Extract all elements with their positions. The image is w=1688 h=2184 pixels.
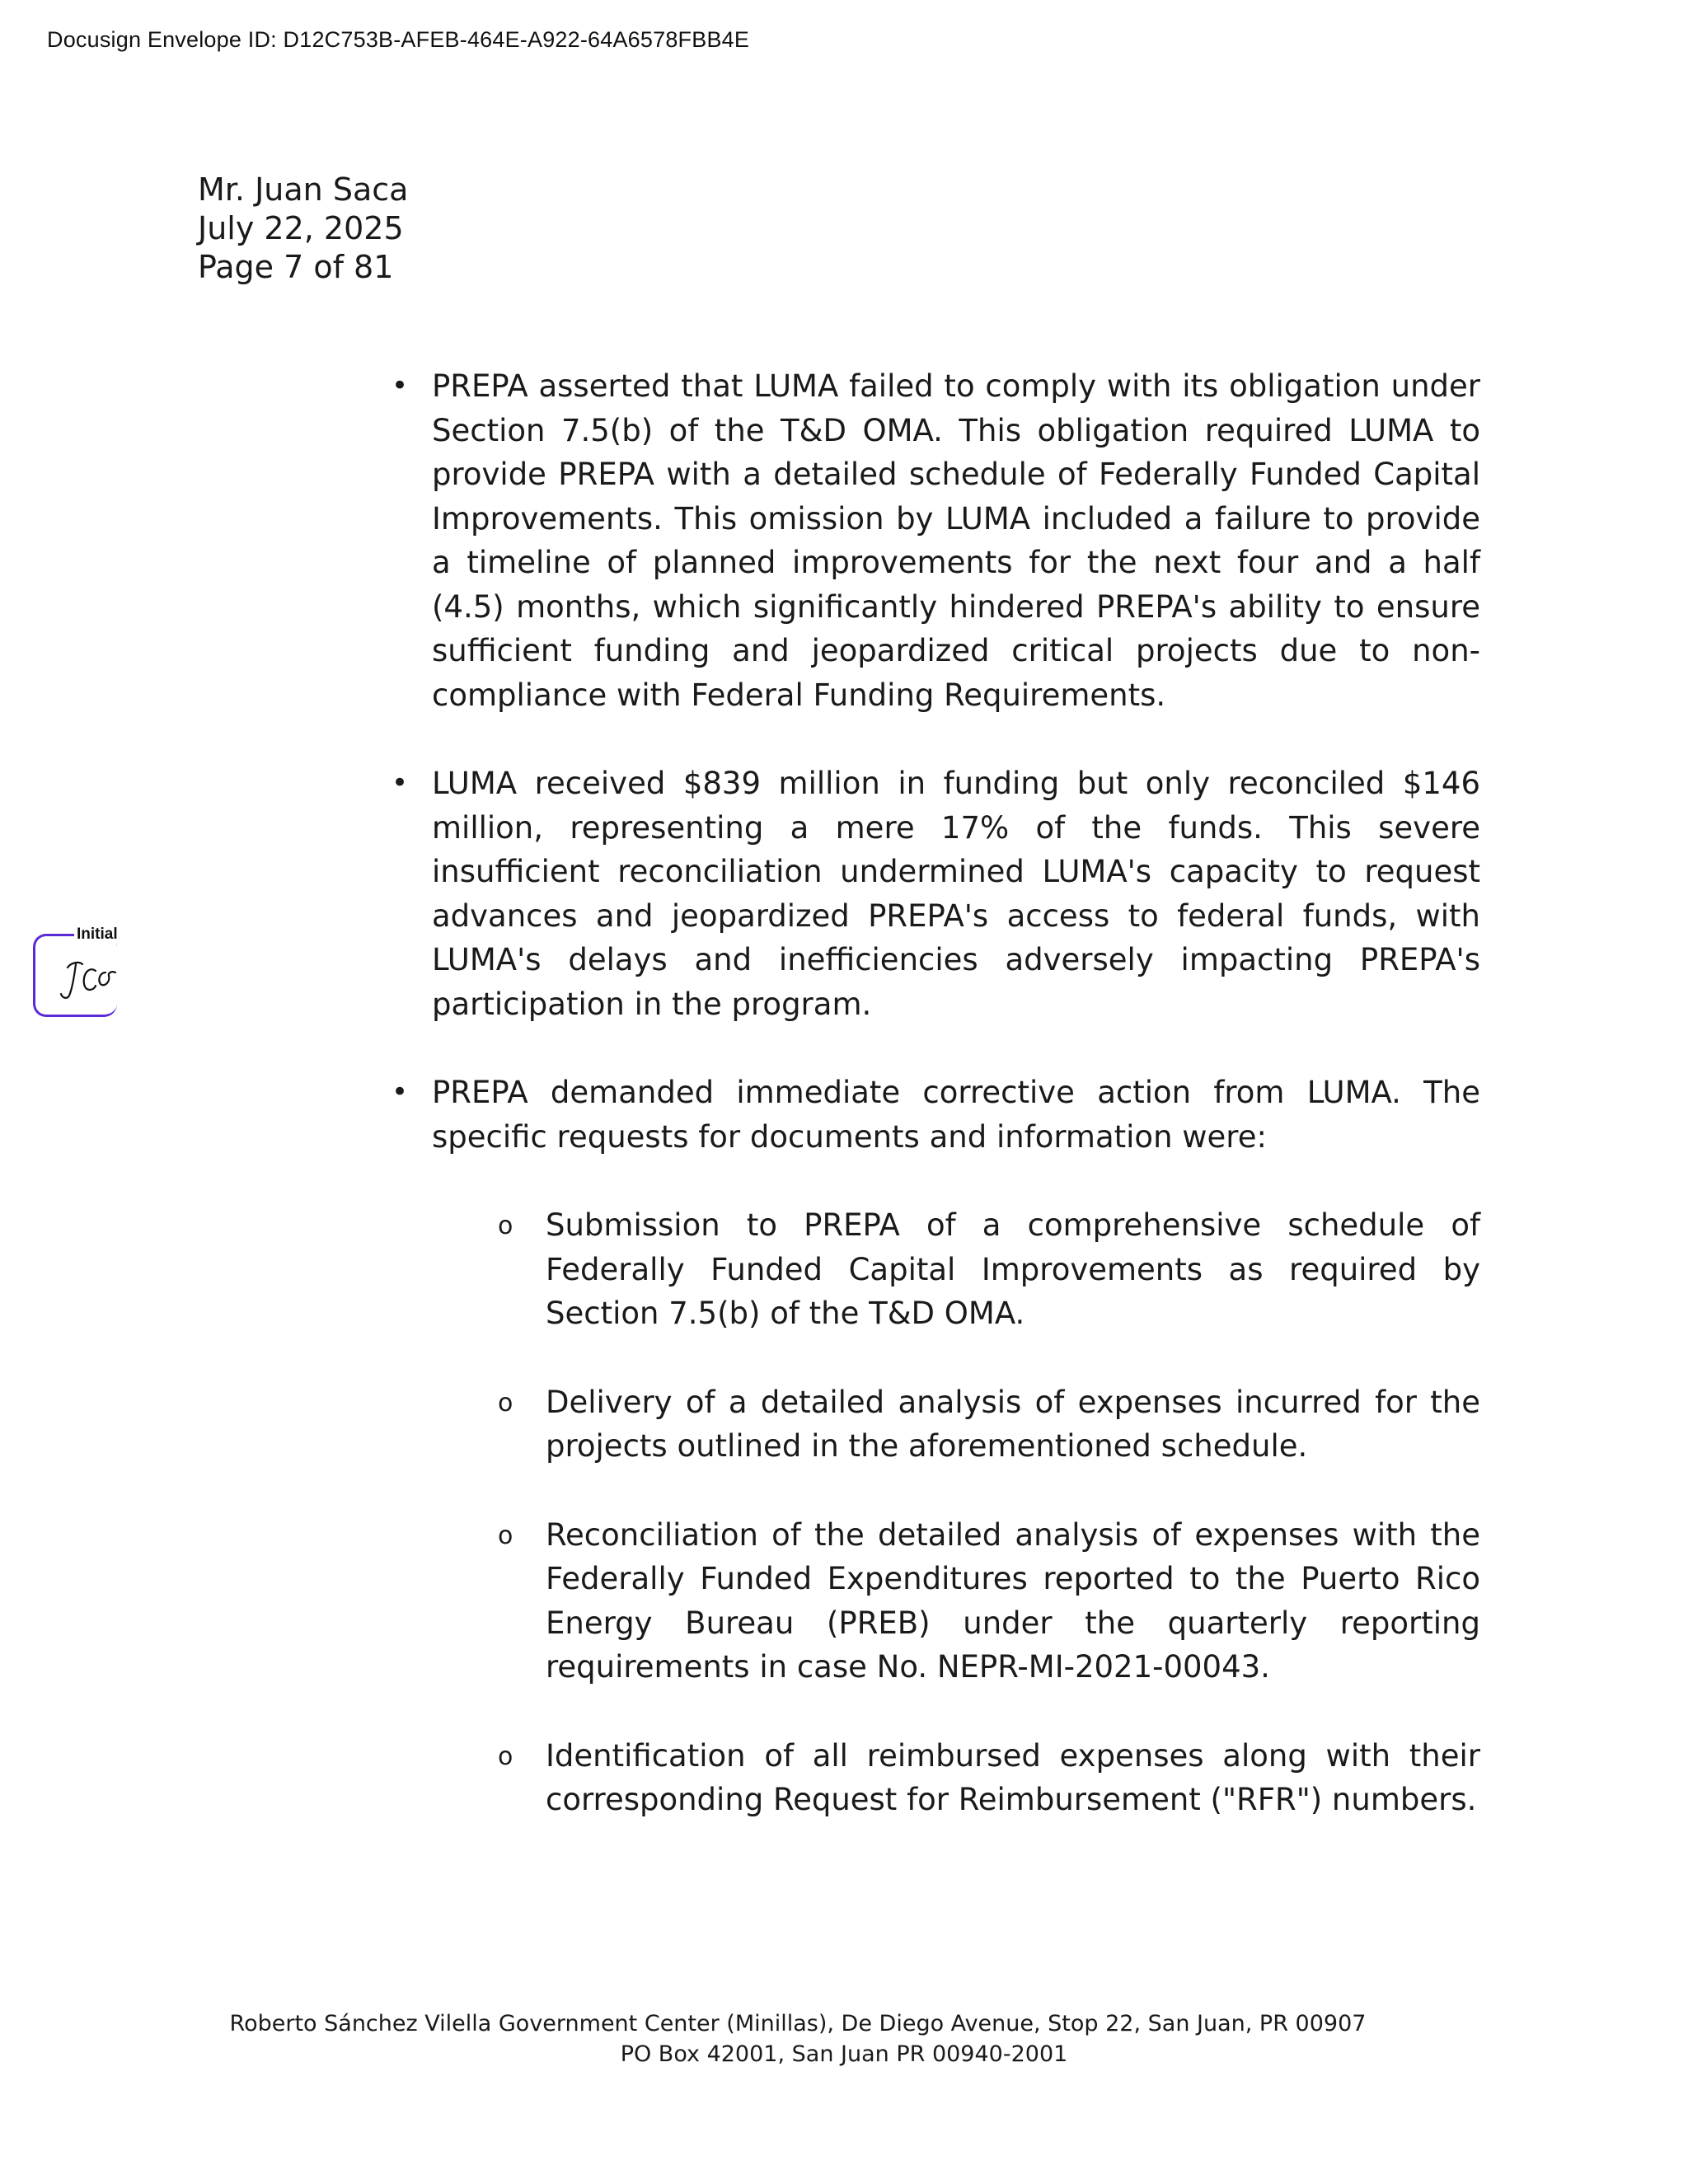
sub-bullet-marker: o [498,1388,513,1418]
bullet-item [392,762,1480,1026]
footer-po-box: PO Box 42001, San Juan PR 00940-2001 [620,2041,1068,2067]
initial-label: Initial [74,926,120,944]
sub-bullet-marker: o [498,1212,513,1240]
sub-item-text: Identification of all reimbursed expenses along with their corresponding Request for Reimbursement ("RFR") numbers. [546,1737,1480,1817]
bullet-text: PREPA demanded immediate corrective action from LUMA. The specific requests for documents and information were: [432,1075,1480,1155]
footer-address: Roberto Sánchez Vilella Government Center (Minillas), De Diego Avenue, Stop 22, San Juan, PR 00907 [229,2011,1367,2036]
bullet-item [392,1071,1480,1822]
sub-list [432,1203,1480,1822]
sub-list-item [498,1380,1480,1469]
letter-header [198,171,408,287]
bullet-marker: • [392,369,409,402]
sub-bullet-marker: o [498,1521,513,1550]
sub-list-item [498,1513,1480,1690]
bullet-text: LUMA received $839 million in funding but only reconciled $146 million, representing a mere 17% of the funds. This severe insufficient reconciliation undermined LUMA's capacity to request advances and jeopardized PREPA's access to federal funds, with LUMA's delays and inefficiencies adversely impacting PREPA's participation in the program. [432,766,1480,1022]
sub-bullet-marker: o [498,1741,513,1771]
bullet-text: PREPA asserted that LUMA failed to comply with its obligation under Section 7.5(b) of the T&D OMA. This obligation required LUMA to provide PREPA with a detailed schedule of Federally Funded Capital Improvements. This omission by LUMA included a failure to provide a timeline of planned improvements for the next four and a half (4.5) months, which significantly hindered PREPA's ability to ensure sufficient funding and jeopardized critical projects due to non-compliance with Federal Funding Requirements. [432,368,1480,713]
docusign-envelope-id: Docusign Envelope ID: D12C753B-AFEB-464E-A922-64A6578FBB4E [47,27,750,52]
bullet-marker: • [392,1076,409,1108]
letter-date: July 22, 2025 [198,210,404,246]
letter-body [392,364,1480,1867]
bullet-marker: • [392,766,409,799]
initial-signature-icon [54,953,120,1004]
sub-item-text: Reconciliation of the detailed analysis of expenses with the Federally Funded Expenditures reported to the Puerto Rico Energy Bureau (PREB) under the quarterly reporting requirements in case No. NEPR-MI-2021-00043. [546,1516,1480,1685]
letter-footer [0,2008,1688,2069]
sub-item-text: Submission to PREPA of a comprehensive schedule of Federally Funded Capital Improvements as required by Section 7.5(b) of the T&D OMA. [546,1207,1480,1331]
bullet-item [392,364,1480,717]
page-number: Page 7 of 81 [198,249,394,285]
sub-list-item [498,1734,1480,1822]
sub-item-text: Delivery of a detailed analysis of expenses incurred for the projects outlined in the aforementioned schedule. [546,1384,1480,1464]
sub-list-item [498,1203,1480,1336]
recipient-name: Mr. Juan Saca [198,171,409,208]
